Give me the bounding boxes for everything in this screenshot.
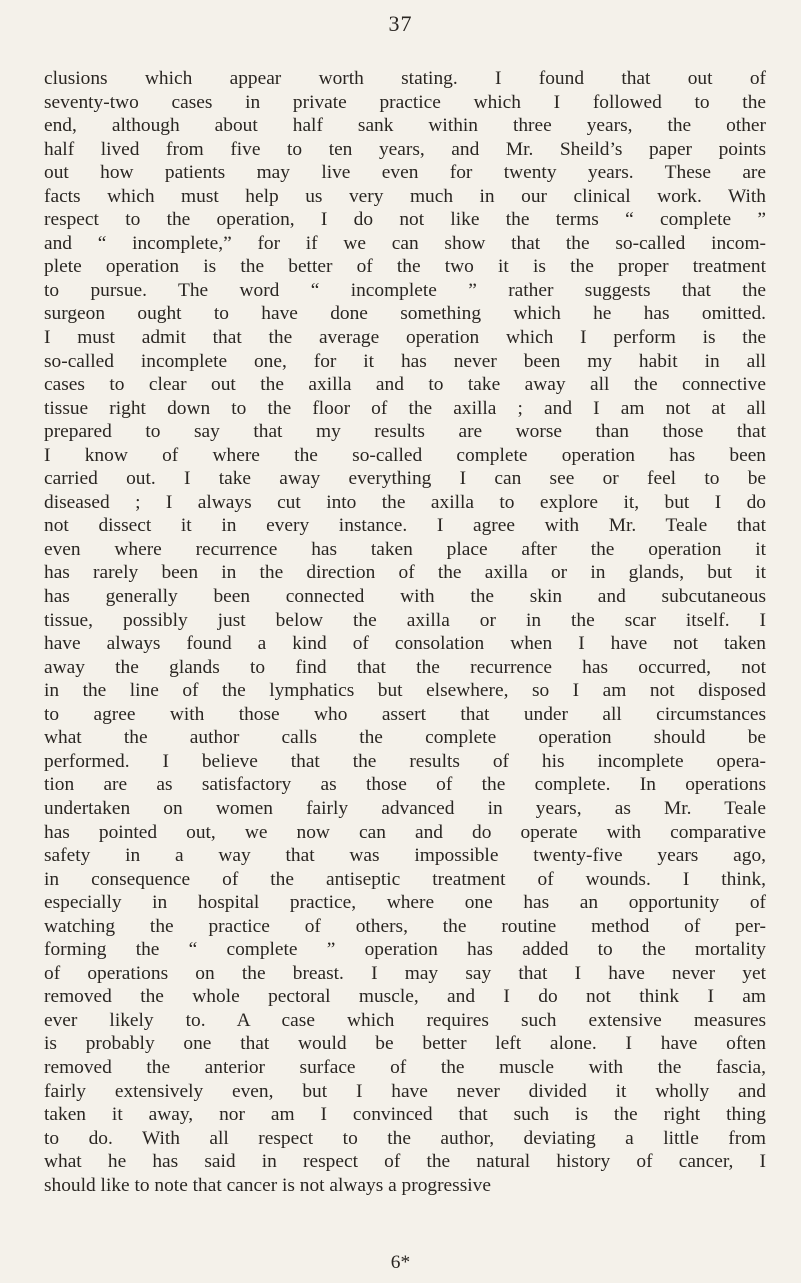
text-line: has pointed out, we now can and do operate with comparative [44,821,766,843]
text-line: what he has said in respect of the natural history of cancer, I [44,1151,766,1173]
text-line: have always found a kind of consolation when I have not taken [44,633,766,655]
text-line: taken it away, nor am I convinced that such is the right thing [44,1104,766,1126]
text-line: so-called incomplete one, for it has never been my habit in all [44,350,766,372]
text-line: removed the anterior surface of the muscle with the fascia, [44,1056,766,1078]
text-line: in consequence of the antiseptic treatment of wounds. I think, [44,868,766,890]
text-line: prepared to say that my results are worse than those that [44,421,766,443]
text-line: I know of where the so-called complete operation has been [44,444,766,466]
text-line: seventy-two cases in private practice which I followed to the [44,91,766,113]
text-line: especially in hospital practice, where one has an opportunity of [44,892,766,914]
text-line: undertaken on women fairly advanced in years, as Mr. Teale [44,797,766,819]
signature-mark: 6* [390,1252,411,1273]
text-line: facts which must help us very much in our clinical work. With [44,185,766,207]
text-line: of operations on the breast. I may say that I have never yet [44,962,766,984]
text-line: to agree with those who assert that under all circumstances [44,703,766,725]
text-line: diseased ; I always cut into the axilla to explore it, but I do [44,491,766,513]
text-line: has generally been connected with the skin and subcutaneous [44,586,766,608]
text-line: removed the whole pectoral muscle, and I do not think I am [44,986,766,1008]
text-line: respect to the operation, I do not like the terms “ complete ” [44,209,766,231]
text-line: to do. With all respect to the author, deviating a little from [44,1127,766,1149]
text-line: and “ incomplete,” for if we can show that the so-called incom- [44,232,766,254]
text-line: tissue right down to the floor of the axilla ; and I am not at all [44,397,766,419]
text-line: safety in a way that was impossible twenty-five years ago, [44,845,766,867]
text-line: has rarely been in the direction of the axilla or in glands, but it [44,562,766,584]
page-number: 37 [388,11,413,36]
text-line: clusions which appear worth stating. I found that out of [44,68,766,89]
text-line: plete operation is the better of the two it is the proper treatment [44,256,766,278]
text-line: performed. I believe that the results of his incomplete opera- [44,750,766,772]
text-line: tissue, possibly just below the axilla or in the scar itself. I [44,609,766,631]
body-text [44,67,766,1197]
text-line: tion are as satisfactory as those of the complete. In operations [44,774,766,796]
text-line: end, although about half sank within three years, the other [44,115,766,137]
text-line: cases to clear out the axilla and to take away all the connective [44,374,766,396]
text-line: ever likely to. A case which requires such extensive measures [44,1009,766,1031]
text-line: not dissect it in every instance. I agree with Mr. Teale that [44,515,766,537]
text-line: half lived from five to ten years, and Mr. Sheild’s paper points [44,138,766,160]
text-line: in the line of the lymphatics but elsewhere, so I am not disposed [44,680,766,702]
text-line: forming the “ complete ” operation has added to the mortality [44,939,766,961]
text-line: surgeon ought to have done something which he has omitted. [44,303,766,325]
text-line: even where recurrence has taken place after the operation it [44,538,766,560]
text-line: fairly extensively even, but I have never divided it wholly and [44,1080,766,1102]
text-line: away the glands to find that the recurrence has occurred, not [44,656,766,678]
text-line: watching the practice of others, the routine method of per- [44,915,766,937]
text-line: is probably one that would be better left alone. I have often [44,1033,766,1055]
text-line: out how patients may live even for twenty years. These are [44,162,766,184]
text-line: I must admit that the average operation which I perform is the [44,327,766,349]
text-line: should like to note that cancer is not always a progressive [44,1174,491,1196]
text-line: to pursue. The word “ incomplete ” rather suggests that the [44,279,766,301]
text-line: what the author calls the complete operation should be [44,727,766,749]
text-line: carried out. I take away everything I can see or feel to be [44,468,766,490]
